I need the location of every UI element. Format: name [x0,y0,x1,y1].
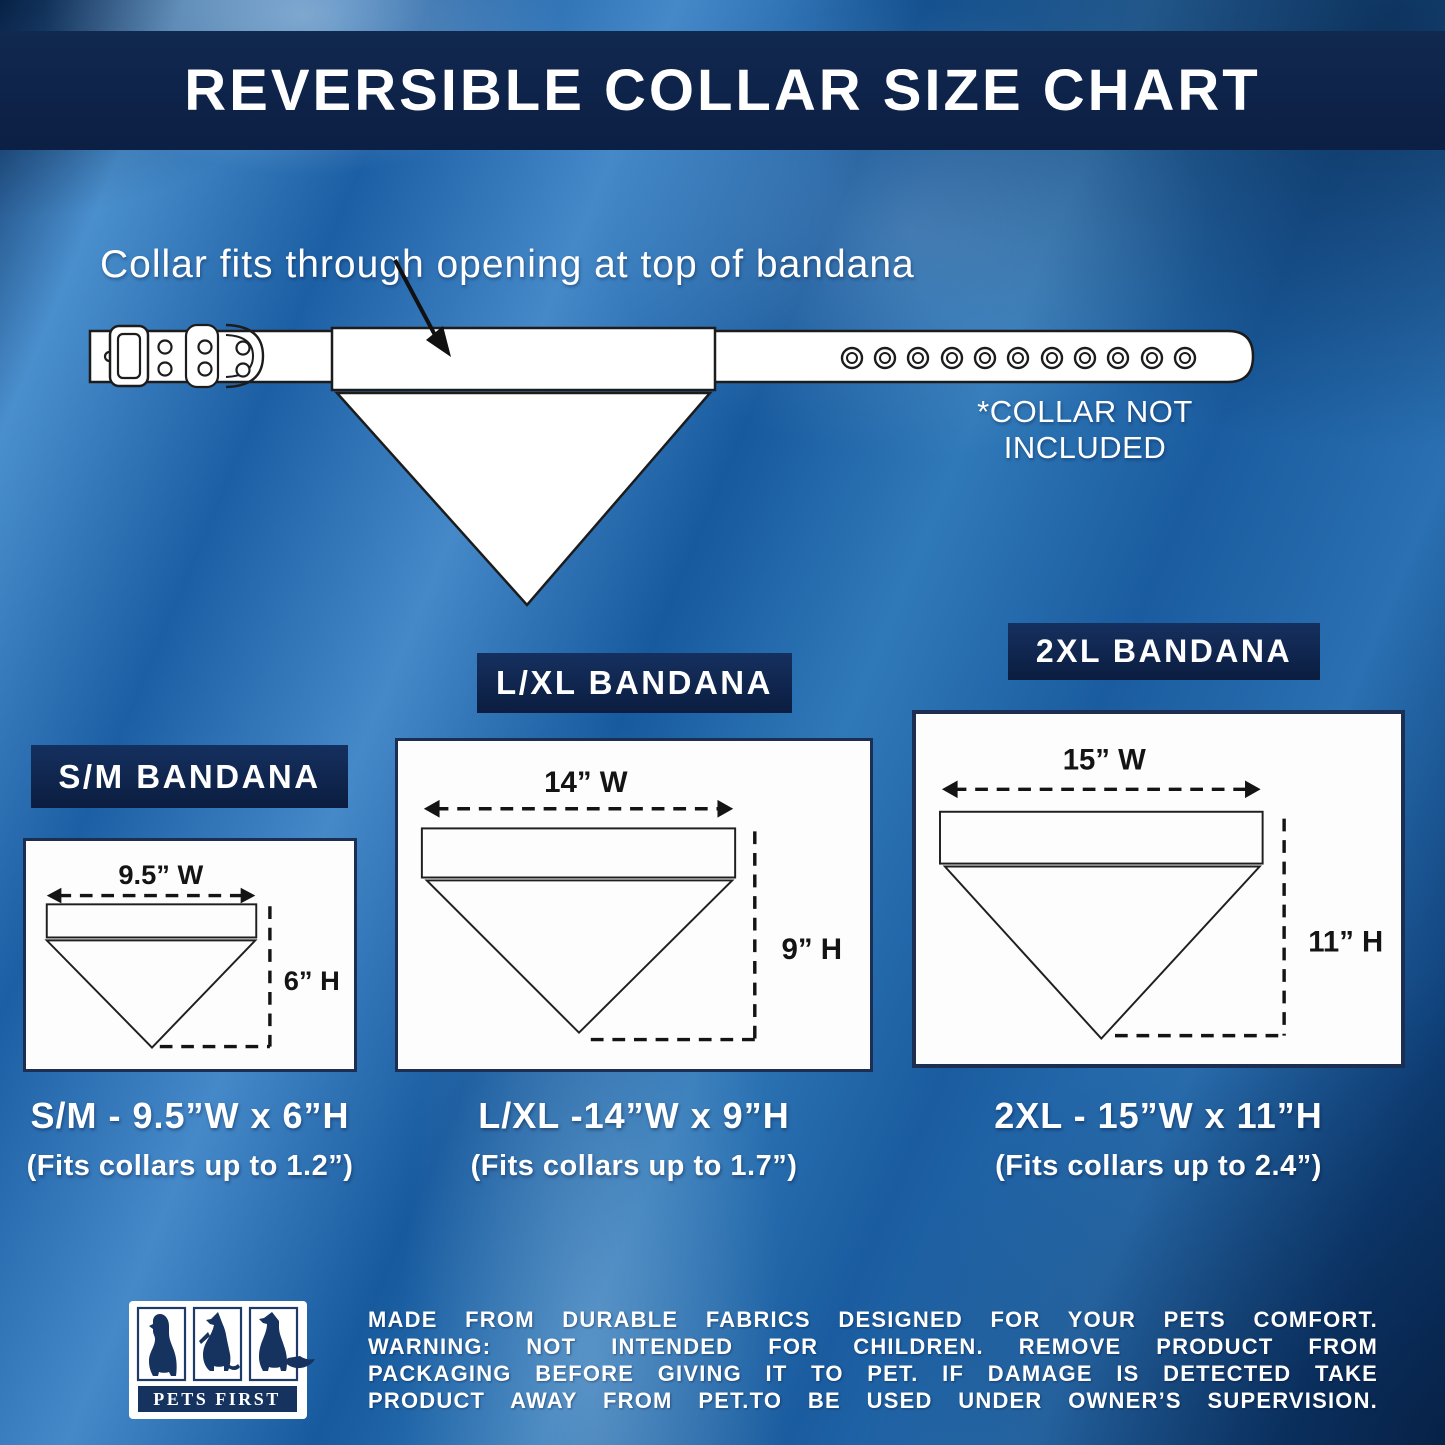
diagram-sm [26,841,354,1069]
lxl-width-label: 14” W [544,766,628,800]
size-label-sm [31,745,348,808]
diagram-lxl [398,741,870,1069]
disclaimer-line: WARNING: NOT INTENDED FOR CHILDREN. REMOVE PRODUCT FROM [368,1334,1378,1359]
panel-2xl [912,710,1405,1068]
size-label-lxl [477,653,792,713]
title-band [0,31,1445,150]
sm-height-label: 6” H [283,965,340,997]
2xl-height-label: 11” H [1308,925,1384,959]
instruction-text: Collar fits through opening at top of bandana [100,243,915,286]
brand-name: PETS FIRST [153,1389,281,1409]
disclaimer-text [368,1306,1378,1414]
sm-width-label: 9.5” W [118,858,204,890]
caption-2xl-fits: (Fits collars up to 2.4”) [995,1150,1322,1182]
size-label-lxl-text: L/XL BANDANA [496,664,773,701]
caption-lxl-fits: (Fits collars up to 1.7”) [470,1150,798,1182]
caption-sm-fits: (Fits collars up to 1.2”) [26,1150,354,1182]
caption-2xl [912,1095,1405,1183]
diagram-2xl [916,714,1401,1064]
page-title: REVERSIBLE COLLAR SIZE CHART [184,58,1261,123]
disclaimer-line: PRODUCT AWAY FROM PET.TO BE USED UNDER OWNER’S SUPERVISION. [368,1388,1378,1413]
keeper-loop [186,325,218,387]
lxl-height-label: 9” H [781,933,843,967]
disclaimer-line: MADE FROM DURABLE FABRICS DESIGNED FOR YOUR PETS COMFORT. [368,1307,1378,1332]
caption-2xl-size: 2XL - 15”W x 11”H [994,1095,1323,1136]
collar-not-included-note: *COLLAR NOT INCLUDED [977,394,1193,465]
size-label-2xl-text: 2XL BANDANA [1035,633,1293,669]
2xl-width-label: 15” W [1062,743,1146,777]
size-label-2xl [1008,623,1320,680]
caption-sm [23,1095,357,1183]
panel-sm [23,838,357,1072]
caption-sm-size: S/M - 9.5”W x 6”H [30,1095,350,1136]
pets-first-logo [129,1301,319,1421]
bandana-triangle [337,393,710,605]
bandana-sleeve [332,328,715,390]
caption-lxl [395,1095,873,1183]
size-label-sm-text: S/M BANDANA [58,757,321,795]
disclaimer-line: PACKAGING BEFORE GIVING IT TO PET. IF DAMAGE IS DETECTED TAKE [368,1361,1378,1386]
panel-lxl [395,738,873,1072]
caption-lxl-size: L/XL -14”W x 9”H [478,1095,790,1136]
